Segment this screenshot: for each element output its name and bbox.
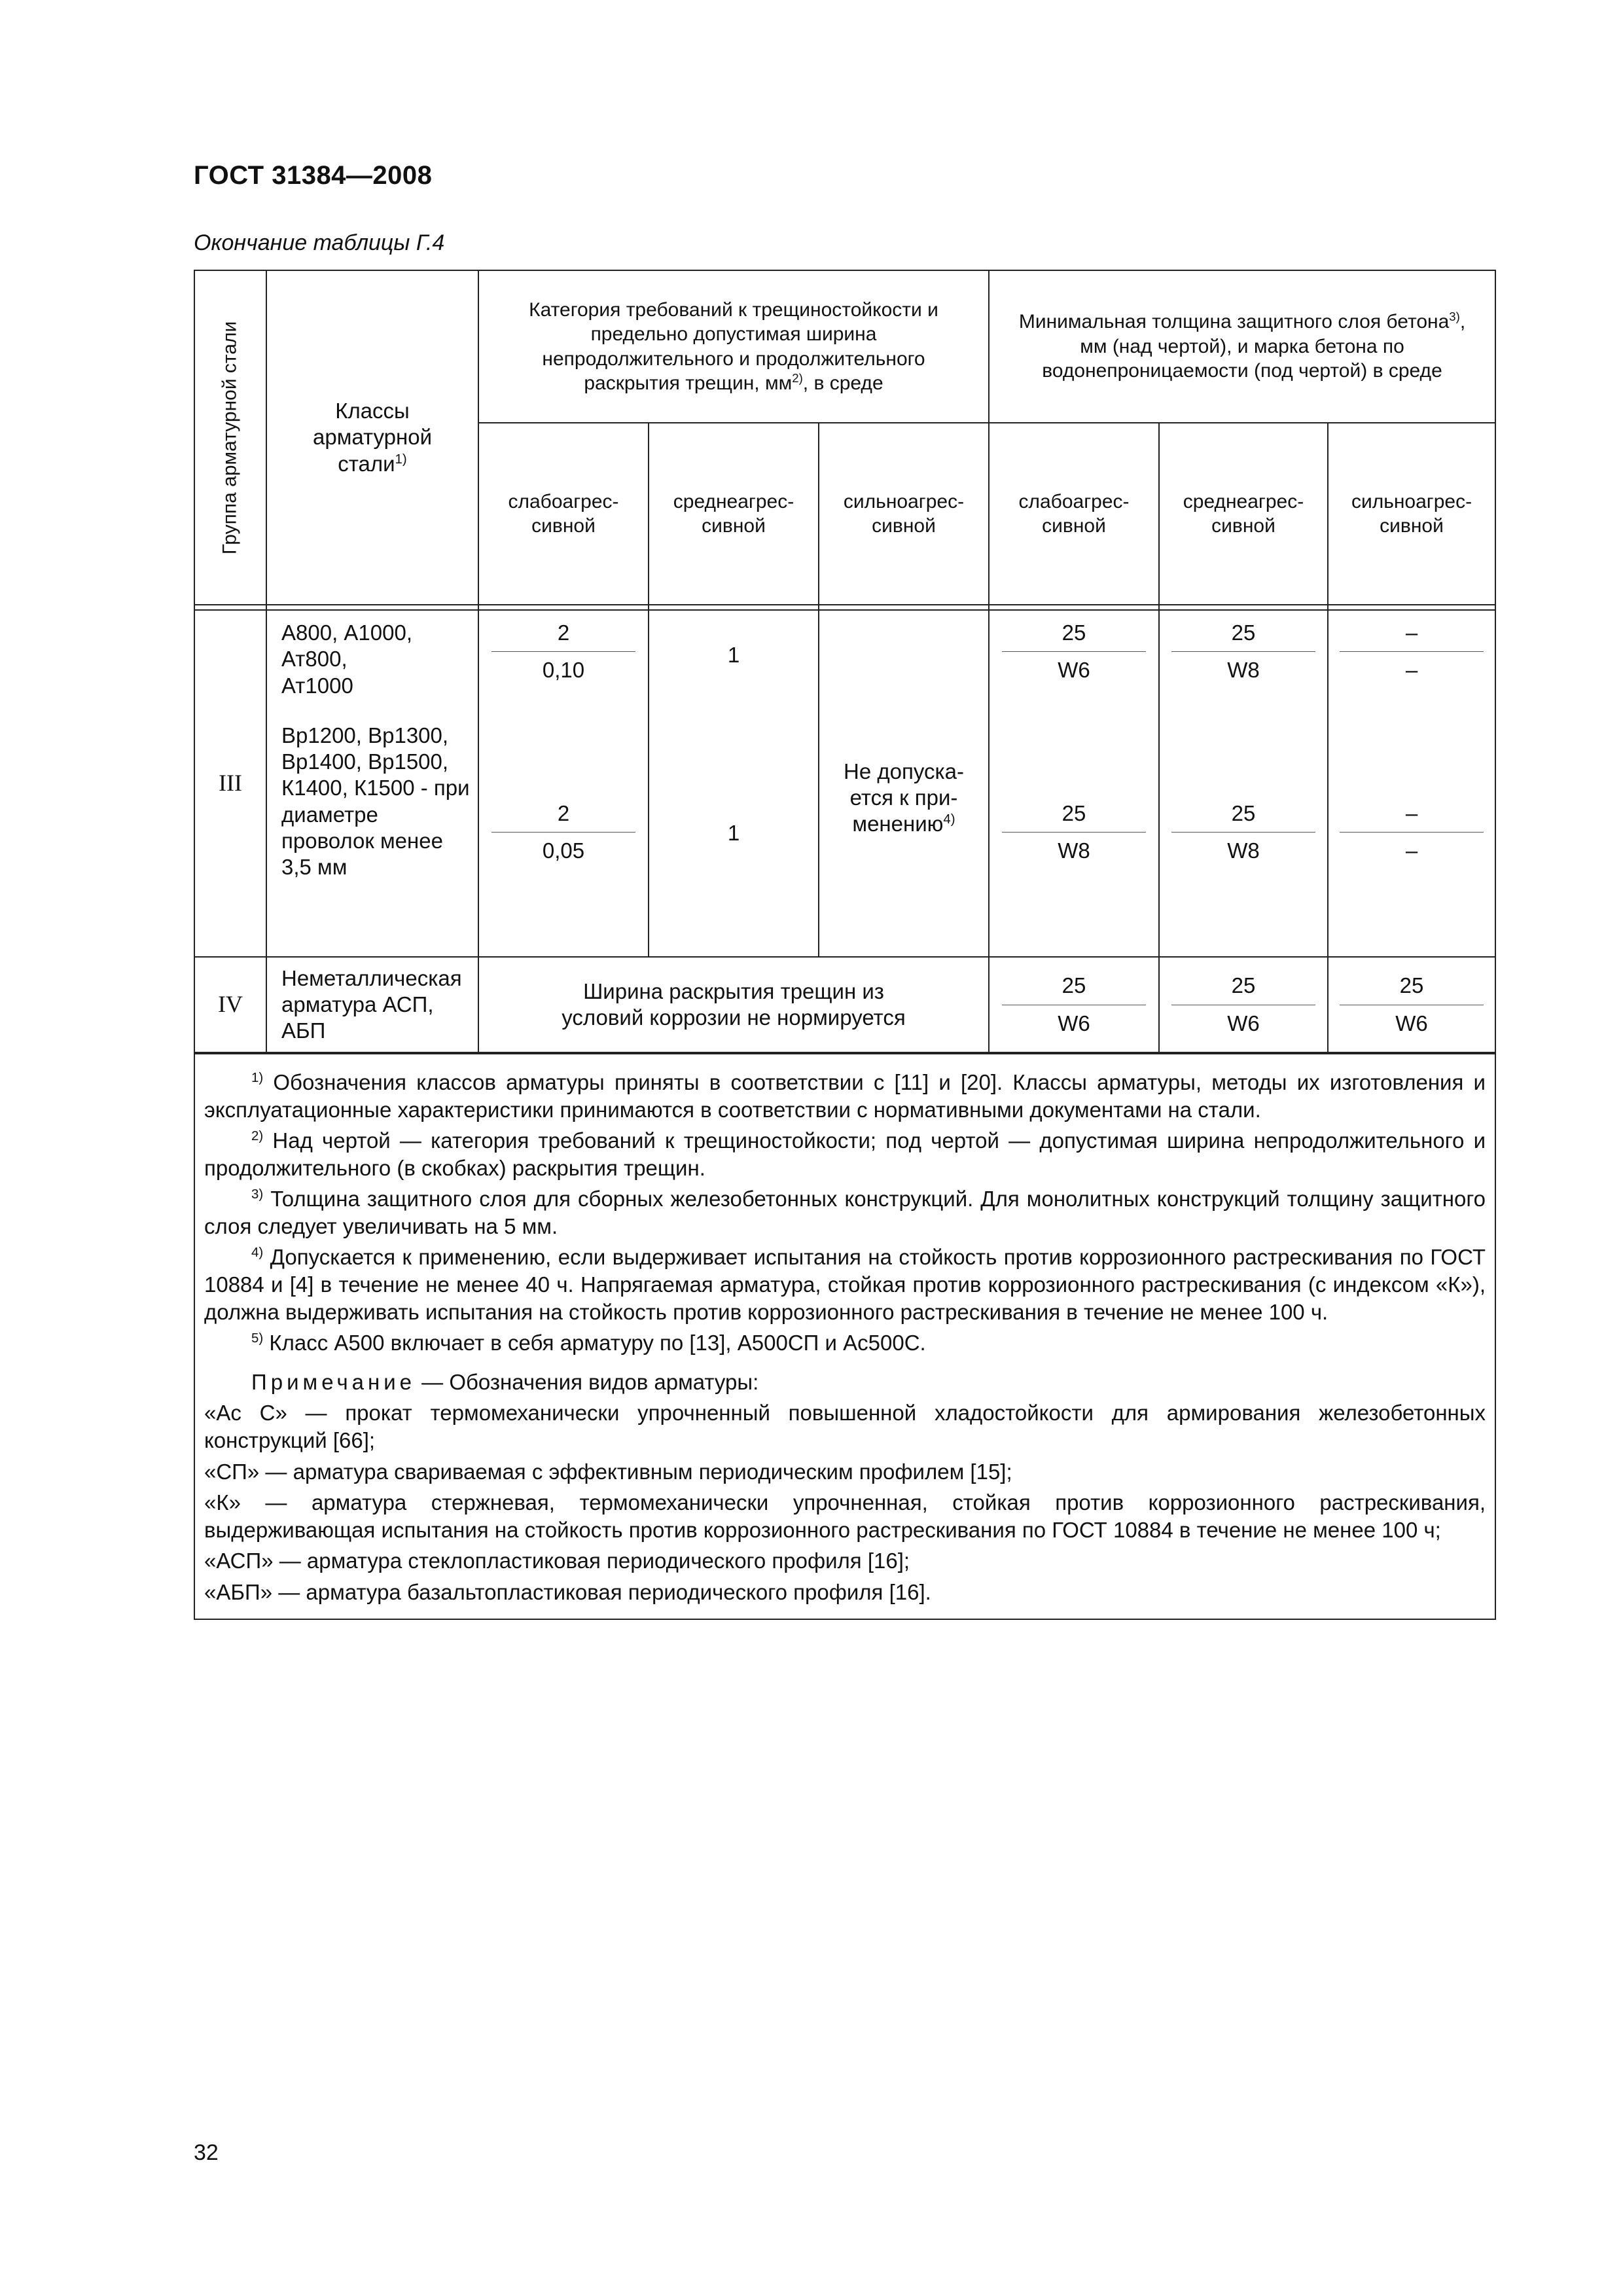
separator-row [195, 605, 1495, 610]
footnote-2-text: Над чертой — категория требований к трещиностойкости; под чертой — допустимая ширина непродолжительного и продолжительного (в скобках) раскрытия трещин. [204, 1128, 1486, 1180]
crack-weak-cell [478, 610, 649, 957]
cover-strong-cell [1328, 610, 1495, 957]
header-crack-sup: 2) [792, 371, 803, 385]
note-line-5: «АБП» — арматура базальтопластиковая периодического профиля [16]. [204, 1579, 931, 1604]
cover-medium-r1 [1171, 620, 1315, 684]
crack-weak-r2-top: 2 [491, 800, 635, 833]
document-title: ГОСТ 31384—2008 [194, 161, 433, 190]
cover-weak-r2 [1002, 800, 1146, 865]
sub-cover-medium: среднеагрес-сивной [1159, 423, 1328, 605]
header-cover-b: , мм (над чертой), и марка бетона по водонепроницаемости (под чертой) в среде [1042, 311, 1466, 382]
cover-strong-r3-top: 25 [1340, 973, 1484, 1005]
header-classes-sup: 1) [395, 451, 407, 467]
header-crack-b: , в среде [802, 372, 883, 394]
group-4-crack [478, 957, 989, 1052]
cover-strong-r2-bottom: – [1405, 838, 1418, 863]
header-row-1 [195, 271, 1495, 423]
note-intro: — Обозначения видов арматуры: [416, 1369, 759, 1394]
crack-weak-r1-top: 2 [491, 620, 635, 652]
cover-medium-r2 [1171, 800, 1315, 865]
sub-cover-strong: сильноагрес-сивной [1328, 423, 1495, 605]
crack-weak-r2 [491, 800, 635, 865]
header-cover-sup: 3) [1449, 310, 1460, 324]
cover-weak-r1 [1002, 620, 1146, 684]
cover-strong-r1-bottom: – [1405, 658, 1418, 683]
crack-strong-label: Не допуска-ется к при-менению [844, 759, 964, 836]
footnote-2 [204, 1127, 1486, 1181]
header-cover-a: Минимальная толщина защитного слоя бетона [1018, 311, 1450, 333]
cover-weak-cell [989, 610, 1159, 957]
cover-weak-r3-top: 25 [1002, 973, 1146, 1005]
header-crack-cell [478, 271, 989, 423]
cover-medium-r1-bottom: W8 [1227, 658, 1260, 683]
cover-medium-r3 [1171, 973, 1315, 1037]
note-line-1: «Ас С» — прокат термомеханически упрочненный повышенной хладостойкости для армирования железобетонных конструкций [66]; [204, 1401, 1486, 1452]
crack-strong-cell [819, 610, 989, 957]
note-line-4: «АСП» — арматура стеклопластиковая периодического профиля [16]; [204, 1549, 910, 1573]
sub-cover-weak: слабоагрес-сивной [989, 423, 1159, 605]
footnote-3-text: Толщина защитного слоя для сборных железобетонных конструкций. Для монолитных конструкций толщину защитного слоя следует увеличивать на 5 мм. [204, 1187, 1486, 1238]
note-line-2: «СП» — арматура свариваемая с эффективным периодическим профилем [15]; [204, 1459, 1012, 1484]
header-group-label: Группа арматурной стали [219, 321, 241, 554]
cover-strong-r2-top: – [1340, 800, 1484, 833]
footnote-1 [204, 1069, 1486, 1123]
note-label: Примечание [251, 1369, 416, 1394]
footnote-3 [204, 1185, 1486, 1240]
footnote-4-mark: 4) [251, 1245, 264, 1261]
cover-medium-r2-bottom: W8 [1227, 838, 1260, 863]
page-number: 32 [194, 2140, 219, 2165]
table-row-group4 [195, 957, 1495, 1052]
footnote-5 [204, 1329, 1486, 1357]
cover-weak-r1-top: 25 [1002, 620, 1146, 652]
note-heading [204, 1369, 1486, 1396]
footnote-1-text: Обозначения классов арматуры приняты в соответствии с [11] и [20]. Классы арматуры, методы их изготовления и эксплуатационные характеристики принимаются в соответствии с нормативными документами на стали. [204, 1070, 1486, 1122]
table-caption: Окончание таблицы Г.4 [194, 230, 445, 255]
crack-medium-r2: 1 [727, 821, 740, 846]
crack-medium-r1: 1 [727, 643, 740, 667]
header-group-cell [195, 271, 266, 605]
footnote-1-mark: 1) [251, 1070, 264, 1085]
cover-strong-r3-bottom: W6 [1395, 1011, 1428, 1035]
group-4-crack-text: Ширина раскрытия трещин из условий коррозии не нормируется [562, 978, 906, 1030]
cover-strong-r3 [1340, 973, 1484, 1037]
cover-medium-r2-top: 25 [1171, 800, 1315, 833]
cover-weak-r2-top: 25 [1002, 800, 1146, 833]
cover-weak-r3-cell [989, 957, 1159, 1052]
cover-weak-r2-bottom: W8 [1058, 838, 1090, 863]
cover-strong-r3-cell [1328, 957, 1495, 1052]
footnote-5-text: Класс А500 включает в себя арматуру по [13], А500СП и Ас500С. [263, 1331, 926, 1355]
header-crack-a: Категория требований к трещиностойкости и предельно допустимая ширина непродолжительного и продолжительного раскрытия трещин, мм [529, 298, 938, 394]
header-cover-cell [989, 271, 1495, 423]
crack-strong-sup: 4) [943, 812, 955, 827]
crack-weak-r2-bottom: 0,05 [542, 838, 585, 863]
cover-medium-r3-cell [1159, 957, 1328, 1052]
cover-medium-r1-top: 25 [1171, 620, 1315, 652]
sub-crack-weak: слабоагрес-сивной [478, 423, 649, 605]
header-classes-cell [266, 271, 478, 605]
footnote-4-text: Допускается к применению, если выдерживает испытания на стойкость против коррозионного растрескивания по ГОСТ 10884 и [4] в течение не менее 40 ч. Напрягаемая арматура, стойкая против коррозионного растрескивания (с индексом «К»), должна выдерживать испытания на стойкость против коррозионного растрескивания в течение не менее 100 ч. [204, 1245, 1486, 1324]
group-4-classes: Неметаллическая арматура АСП, АБП [266, 957, 478, 1052]
cover-medium-cell [1159, 610, 1328, 957]
cover-strong-r2 [1340, 800, 1484, 865]
footnote-4 [204, 1244, 1486, 1325]
note-line-3: «К» — арматура стержневая, термомеханически упрочненная, стойкая против коррозионного растрескивания, выдерживающая испытания на стойкость против коррозионного растрескивания по ГОСТ 10884 в течение не менее 100 ч; [204, 1490, 1486, 1542]
cover-weak-r1-bottom: W6 [1058, 658, 1090, 683]
group-3-classes [266, 610, 478, 957]
crack-weak-r1 [491, 620, 635, 684]
sub-crack-strong: сильноагрес-сивной [819, 423, 989, 605]
group-3-classes-b: Вр1200, Вр1300, Вр1400, Вр1500, К1400, К1500 - при диаметре проволок менее 3,5 мм [281, 723, 470, 879]
crack-medium-cell [649, 610, 819, 957]
spec-table [195, 271, 1495, 1053]
table-row-group3 [195, 610, 1495, 957]
cover-medium-r3-bottom: W6 [1227, 1011, 1260, 1035]
cover-strong-r1-top: – [1340, 620, 1484, 652]
group-3-classes-a: А800, А1000, Ат800, Ат1000 [281, 620, 412, 698]
crack-weak-r1-bottom: 0,10 [542, 658, 585, 683]
footnote-2-mark: 2) [251, 1128, 264, 1144]
cover-medium-r3-top: 25 [1171, 973, 1315, 1005]
sub-crack-medium: среднеагрес-сивной [649, 423, 819, 605]
cover-weak-r3-bottom: W6 [1058, 1011, 1090, 1035]
footnote-3-mark: 3) [251, 1187, 264, 1202]
group-3-cell: III [195, 610, 266, 957]
footnote-5-mark: 5) [251, 1331, 264, 1346]
group-4-cell: IV [195, 957, 266, 1052]
footnotes-block [195, 1053, 1495, 1619]
table-frame [194, 270, 1496, 1620]
cover-weak-r3 [1002, 973, 1146, 1037]
header-classes-label: Классы арматурной стали [313, 399, 432, 476]
cover-strong-r1 [1340, 620, 1484, 684]
